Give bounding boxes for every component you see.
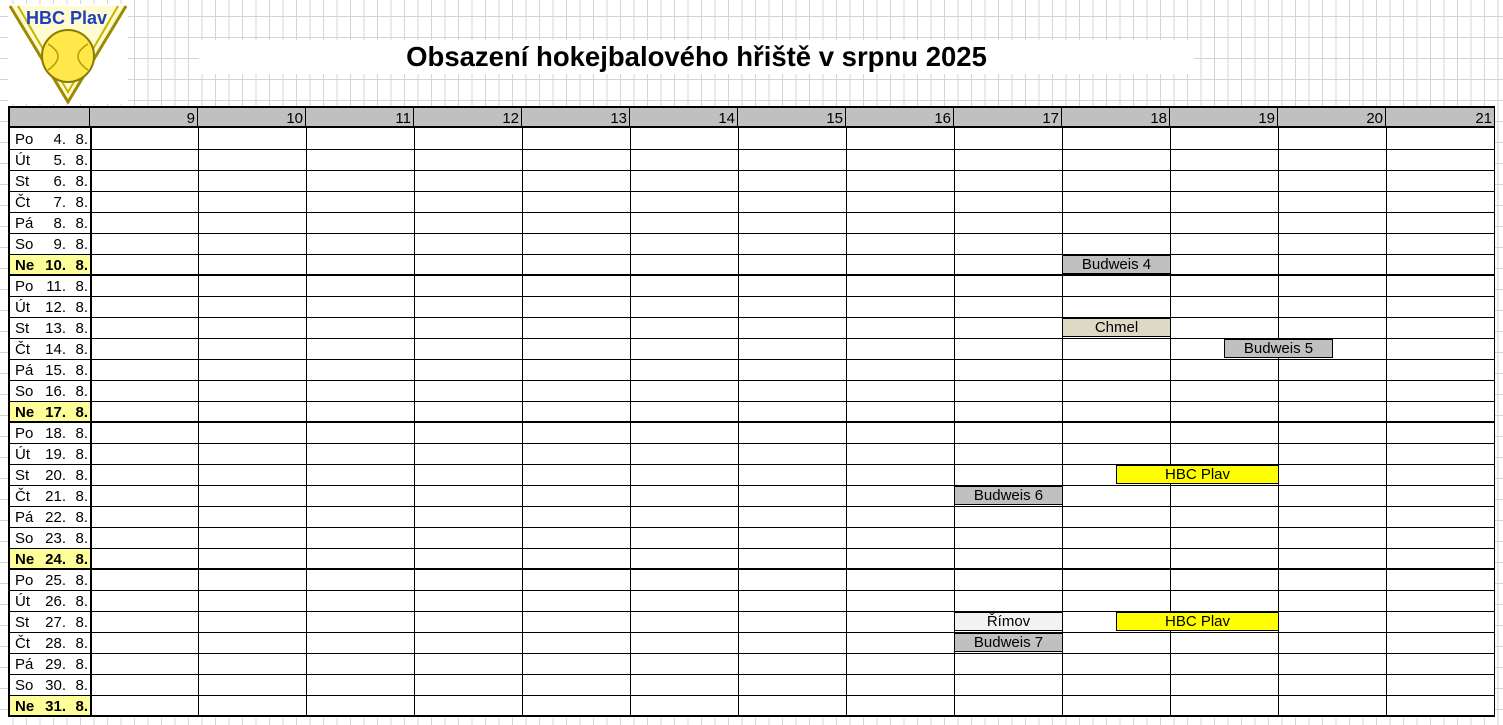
booking-block[interactable]: Budweis 5 <box>1224 339 1333 358</box>
hour-header: 20 <box>1278 106 1386 128</box>
day-label <box>10 507 90 527</box>
grid-hline <box>8 715 1495 717</box>
hour-header: 18 <box>1062 106 1170 128</box>
grid-hline <box>8 527 1495 528</box>
day-number: 4. <box>53 131 66 148</box>
day-name: Pá <box>15 215 34 232</box>
day-name: Čt <box>15 635 30 652</box>
month-number: 8. <box>75 509 88 526</box>
day-number: 11. <box>46 278 66 295</box>
month-number: 8. <box>75 446 88 463</box>
day-name: Ne <box>15 404 35 421</box>
day-number: 23. <box>45 530 66 547</box>
day-name: Ne <box>15 257 35 274</box>
logo-text: HBC Plav <box>26 8 108 28</box>
day-name: Pá <box>15 509 34 526</box>
day-name: Út <box>15 152 30 169</box>
day-label <box>10 570 90 590</box>
hour-header: 14 <box>630 106 738 128</box>
month-number: 8. <box>75 677 88 694</box>
day-label <box>10 423 90 443</box>
day-name: Pá <box>15 362 34 379</box>
day-number: 21. <box>45 488 66 505</box>
month-number: 8. <box>75 341 88 358</box>
month-number: 8. <box>75 278 88 295</box>
month-number: 8. <box>75 488 88 505</box>
day-name: Út <box>15 593 30 610</box>
month-number: 8. <box>75 320 88 337</box>
club-logo <box>8 4 128 104</box>
grid-hline <box>8 317 1495 318</box>
month-number: 8. <box>75 236 88 253</box>
day-label <box>10 192 90 212</box>
day-number: 19. <box>45 446 66 463</box>
grid-hline <box>8 359 1495 360</box>
day-name: St <box>15 173 30 190</box>
day-label <box>10 549 90 569</box>
day-label <box>10 234 90 254</box>
grid-hline <box>8 653 1495 654</box>
hour-header: 11 <box>306 106 414 128</box>
booking-block[interactable]: Budweis 4 <box>1062 255 1171 274</box>
month-number: 8. <box>75 635 88 652</box>
grid-hline <box>8 212 1495 213</box>
month-number: 8. <box>75 698 88 715</box>
month-number: 8. <box>75 299 88 316</box>
grid-hline <box>8 548 1495 549</box>
day-name: Čt <box>15 341 30 358</box>
day-label <box>10 465 90 485</box>
grid-hline <box>8 233 1495 234</box>
grid-hline <box>8 380 1495 381</box>
month-number: 8. <box>75 215 88 232</box>
day-label <box>10 612 90 632</box>
month-number: 8. <box>75 257 88 274</box>
grid-hline <box>8 590 1495 591</box>
day-label <box>10 255 90 275</box>
day-label <box>10 297 90 317</box>
day-number: 28. <box>45 635 66 652</box>
hour-header: 12 <box>414 106 522 128</box>
day-number: 14. <box>45 341 66 358</box>
day-number: 15. <box>45 362 66 379</box>
day-name: Čt <box>15 194 30 211</box>
month-number: 8. <box>75 572 88 589</box>
month-number: 8. <box>75 614 88 631</box>
hour-header: 17 <box>954 106 1062 128</box>
day-label <box>10 633 90 653</box>
day-name: Út <box>15 299 30 316</box>
grid-hline <box>8 296 1495 297</box>
hour-header: 10 <box>198 106 306 128</box>
grid-hline <box>8 149 1495 150</box>
grid-hline <box>8 443 1495 444</box>
day-label <box>10 129 90 149</box>
grid-hline <box>8 401 1495 402</box>
day-label <box>10 654 90 674</box>
day-name: Út <box>15 446 30 463</box>
day-number: 16. <box>45 383 66 400</box>
month-number: 8. <box>75 173 88 190</box>
day-number: 30. <box>45 677 66 694</box>
day-name: Po <box>15 572 34 589</box>
booking-block[interactable]: Chmel <box>1062 318 1171 337</box>
hour-header: 15 <box>738 106 846 128</box>
day-number: 20. <box>45 467 66 484</box>
grid-hline <box>8 191 1495 192</box>
month-number: 8. <box>75 362 88 379</box>
day-number: 24. <box>45 551 66 568</box>
page-title: Obsazení hokejbalového hřiště v srpnu 2025 <box>199 40 1194 74</box>
day-label <box>10 318 90 338</box>
day-label <box>10 150 90 170</box>
grid-hline <box>8 485 1495 486</box>
day-name: Ne <box>15 551 35 568</box>
day-label <box>10 276 90 296</box>
grid-hline <box>8 632 1495 633</box>
day-label <box>10 486 90 506</box>
day-number: 12. <box>45 299 66 316</box>
booking-block[interactable]: HBC Plav <box>1116 465 1279 484</box>
day-label <box>10 213 90 233</box>
day-number: 7. <box>53 194 66 211</box>
day-name: Pá <box>15 656 34 673</box>
month-number: 8. <box>75 152 88 169</box>
day-name: St <box>15 467 30 484</box>
month-number: 8. <box>75 656 88 673</box>
grid-hline <box>8 254 1495 255</box>
day-label <box>10 696 90 716</box>
day-name: St <box>15 614 30 631</box>
grid-hline <box>8 274 1495 276</box>
day-name: Po <box>15 131 34 148</box>
day-number: 31. <box>45 698 66 715</box>
month-number: 8. <box>75 131 88 148</box>
day-name: Po <box>15 425 34 442</box>
month-number: 8. <box>75 383 88 400</box>
day-name: Po <box>15 278 34 295</box>
grid-hline <box>8 506 1495 507</box>
hour-header: 21 <box>1386 106 1495 128</box>
grid-hline <box>8 568 1495 570</box>
month-number: 8. <box>75 593 88 610</box>
day-number: 6. <box>53 173 66 190</box>
day-label <box>10 339 90 359</box>
hour-header: 16 <box>846 106 954 128</box>
day-label <box>10 528 90 548</box>
month-number: 8. <box>75 530 88 547</box>
day-number: 27. <box>45 614 66 631</box>
month-number: 8. <box>75 551 88 568</box>
day-label <box>10 402 90 422</box>
day-number: 26. <box>45 593 66 610</box>
day-number: 22. <box>45 509 66 526</box>
day-name: So <box>15 236 34 253</box>
day-name: Ne <box>15 698 35 715</box>
day-number: 17. <box>45 404 66 421</box>
grid-hline <box>8 421 1495 423</box>
day-number: 18. <box>45 425 66 442</box>
booking-block[interactable]: Budweis 7 <box>954 633 1063 652</box>
month-number: 8. <box>75 194 88 211</box>
day-name: So <box>15 530 34 547</box>
day-label <box>10 381 90 401</box>
day-number: 8. <box>53 215 66 232</box>
day-name: So <box>15 677 34 694</box>
day-number: 5. <box>53 152 66 169</box>
day-number: 25. <box>45 572 66 589</box>
booking-block[interactable]: HBC Plav <box>1116 612 1279 631</box>
header-corner-cell <box>8 106 90 128</box>
grid-hline <box>8 170 1495 171</box>
booking-block[interactable]: Budweis 6 <box>954 486 1063 505</box>
day-number: 13. <box>45 320 66 337</box>
hour-header: 19 <box>1170 106 1278 128</box>
grid-hline <box>8 674 1495 675</box>
day-number: 10. <box>45 257 66 274</box>
booking-block[interactable]: Římov <box>954 612 1063 631</box>
day-name: So <box>15 383 34 400</box>
month-number: 8. <box>75 425 88 442</box>
day-name: St <box>15 320 30 337</box>
day-label <box>10 444 90 464</box>
day-name: Čt <box>15 488 30 505</box>
grid-hline <box>8 695 1495 696</box>
month-number: 8. <box>75 467 88 484</box>
schedule-table <box>8 106 1495 718</box>
hour-header: 13 <box>522 106 630 128</box>
day-label <box>10 360 90 380</box>
day-label <box>10 591 90 611</box>
day-number: 9. <box>53 236 66 253</box>
day-number: 29. <box>45 656 66 673</box>
day-label <box>10 675 90 695</box>
hour-header: 9 <box>90 106 198 128</box>
month-number: 8. <box>75 404 88 421</box>
day-label <box>10 171 90 191</box>
